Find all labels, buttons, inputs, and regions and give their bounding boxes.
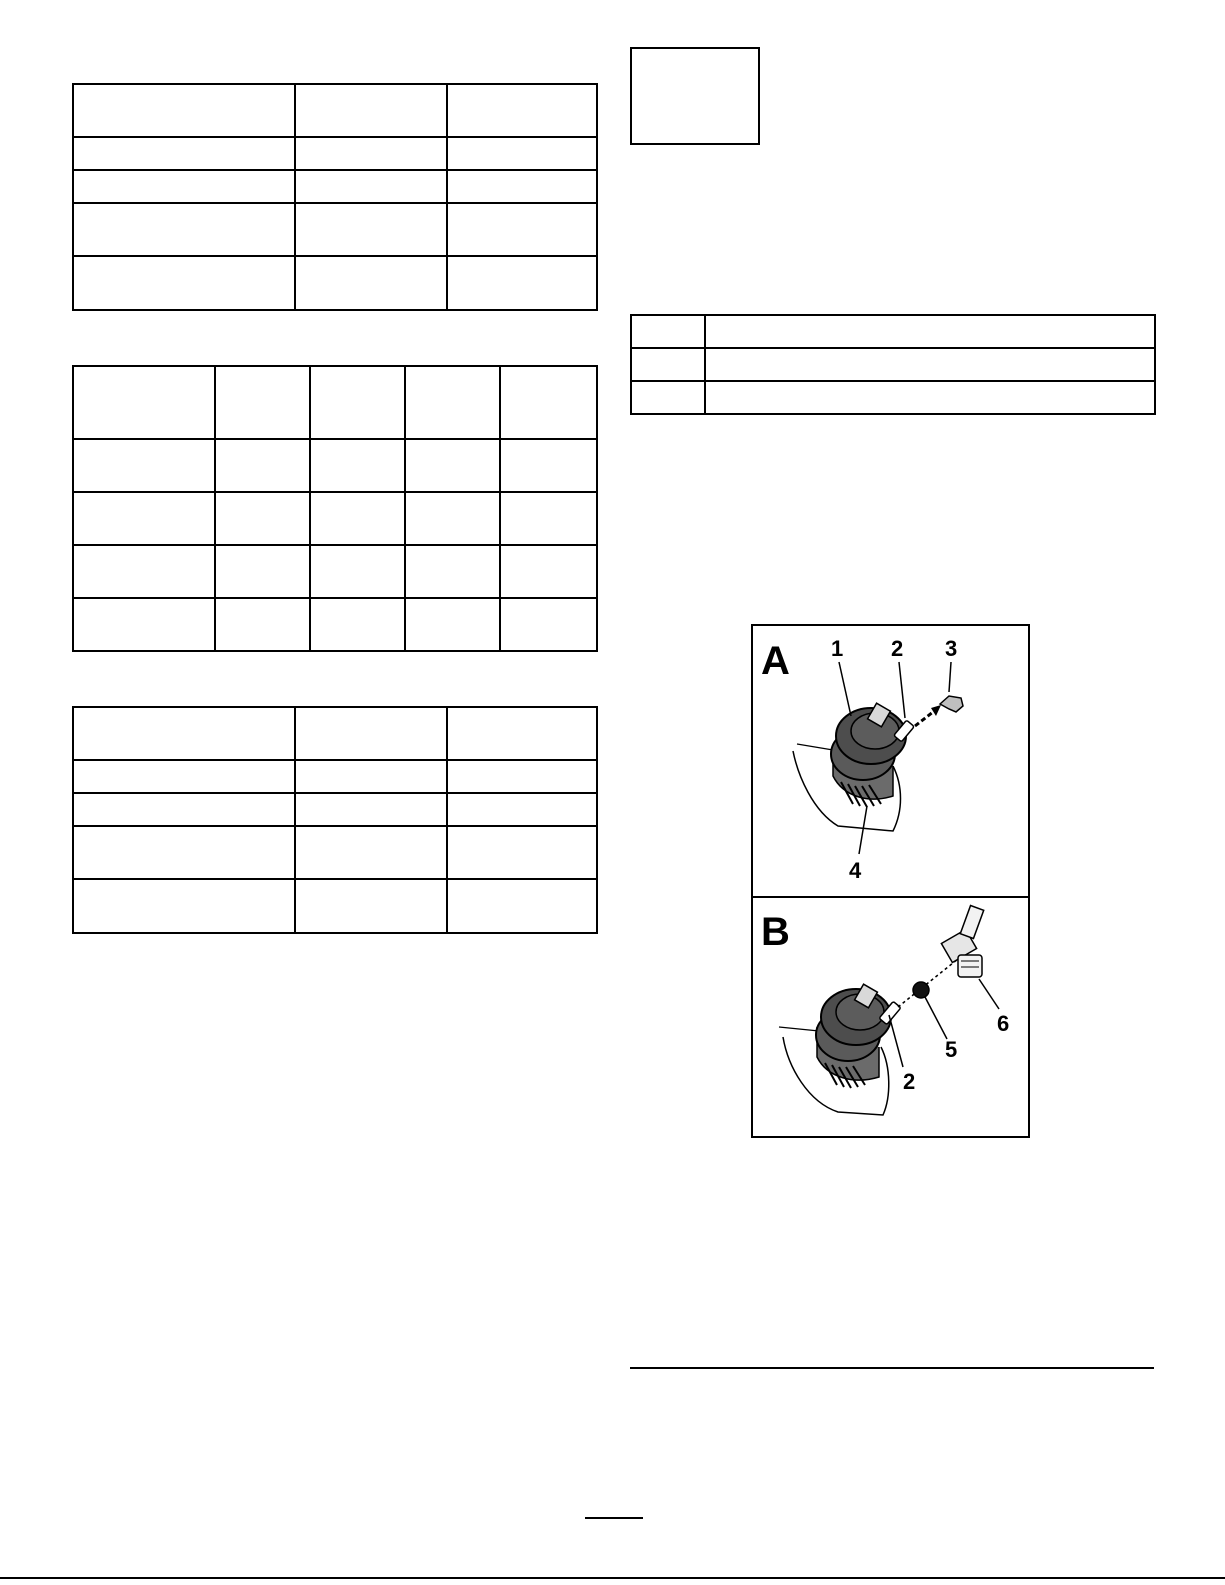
oring-5 bbox=[913, 982, 929, 998]
table-row bbox=[73, 598, 597, 651]
table-row bbox=[73, 826, 597, 879]
panel-b bbox=[761, 906, 1009, 1115]
table-2 bbox=[72, 365, 598, 652]
table-row bbox=[631, 381, 1155, 414]
table-row bbox=[73, 760, 597, 793]
callout-legend-table bbox=[630, 314, 1156, 415]
table-row bbox=[73, 256, 597, 310]
nozzle-6 bbox=[941, 906, 983, 977]
page-bottom-rule bbox=[0, 1577, 1225, 1579]
empty-box bbox=[630, 47, 760, 145]
table-3 bbox=[72, 706, 598, 934]
table-row bbox=[73, 170, 597, 203]
horizontal-rule bbox=[630, 1367, 1154, 1369]
callout-b-5: 5 bbox=[945, 1037, 958, 1062]
panel-a bbox=[761, 636, 963, 883]
page-number-rule bbox=[585, 1517, 643, 1519]
table-row bbox=[73, 137, 597, 170]
panel-b-letter: B bbox=[761, 910, 790, 954]
panel-a-letter: A bbox=[761, 639, 790, 683]
table-header-row bbox=[73, 707, 597, 760]
callout-b-6: 6 bbox=[997, 1011, 1010, 1036]
table-row bbox=[73, 492, 597, 545]
clip-3 bbox=[940, 696, 963, 712]
table-row bbox=[631, 315, 1155, 348]
table-row bbox=[73, 203, 597, 256]
table-header-row bbox=[73, 84, 597, 137]
table-row bbox=[73, 793, 597, 826]
callout-a-4: 4 bbox=[849, 858, 862, 883]
callout-a-3: 3 bbox=[945, 636, 958, 661]
table-row bbox=[73, 439, 597, 492]
table-1 bbox=[72, 83, 598, 311]
callout-a-2: 2 bbox=[891, 636, 904, 661]
callout-b-2: 2 bbox=[903, 1069, 916, 1094]
callout-a-1: 1 bbox=[831, 636, 844, 661]
table-row bbox=[631, 348, 1155, 381]
table-row bbox=[73, 879, 597, 933]
table-row bbox=[73, 545, 597, 598]
nozzle-assembly-figure bbox=[751, 624, 1030, 1138]
table-header-row bbox=[73, 366, 597, 439]
